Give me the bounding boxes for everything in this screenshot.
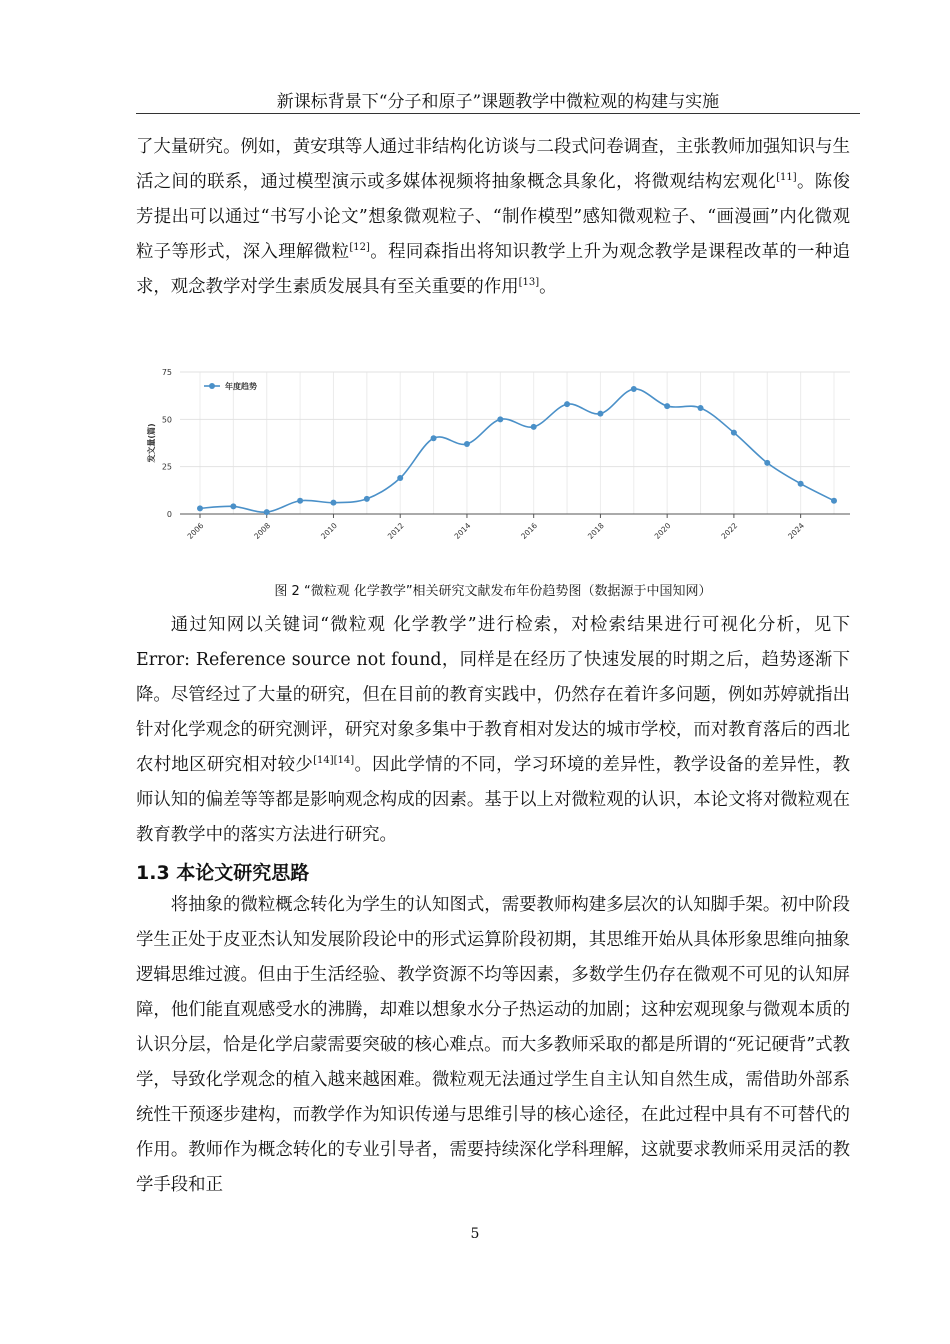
citation: [11] [776,172,797,183]
citation: [13] [518,277,540,288]
data-point [764,460,770,466]
data-point [564,401,570,407]
y-tick-label: 25 [161,462,172,472]
data-point [531,424,537,430]
paragraph-text: 。因此学情的不同，学习环境的差异性，教学设备的差异性，教师认知的偏差等等都是影响观念构成的因素。基于以上对微粒观的认识，本论文将对微粒观在教育教学中的落实方法进行研究。 [136,755,850,845]
x-tick-label: 2024 [786,521,807,541]
paragraph-text: 通过知网以关键词“微粒观 化学教学”进行检索，对检索结果进行可视化分析，见下Error: Reference source not found，同样是在经历了快速发展的时期之后，趋势逐渐下降。尽管经过了大量的研究，但在目前的教育实践中，仍然存在着许多问题，例如苏婷就指出针对化学观念的研究测评，研究对象多集中于教育相对发达的城市学校，而对教育落后的西北农村地区研究相对较少 [136,615,850,775]
paragraph-text: 。 [539,277,557,297]
data-point [364,496,370,502]
paragraph-text: 。程同森指出将知识教学上升为观念教学是课程改革的一种追求，观念教学对学生素质发展具有至关重要的作用 [136,242,850,297]
paragraph-1 [136,130,850,305]
data-point [297,498,303,504]
data-point [497,416,503,422]
x-tick-label: 2016 [519,521,540,541]
data-point [230,503,236,509]
x-tick-label: 2022 [719,521,740,541]
data-point [197,505,203,511]
running-header: 新课标背景下“分子和原子”课题教学中微粒观的构建与实施 [276,92,720,112]
x-tick-label: 2018 [585,521,606,541]
x-tick-label: 2006 [185,521,206,541]
citation: [12] [349,242,370,253]
x-tick-label: 2012 [385,521,406,541]
y-tick-label: 50 [161,415,172,425]
x-tick-label: 2020 [652,521,673,541]
data-point [631,386,637,392]
series-line-年度趋势 [200,389,834,512]
data-point [397,475,403,481]
data-point [698,405,704,411]
data-point [831,498,837,504]
data-point [431,435,437,441]
paragraph-3: 将抽象的微粒概念转化为学生的认知图式，需要教师构建多层次的认知脚手架。初中阶段学生正处于皮亚杰认知发展阶段论中的形式运算阶段初期，其思维开始从具体形象思维向抽象逻辑思维过渡。但由于生活经验、教学资源不均等因素，多数学生仍存在微观不可见的认知屏障，他们能直观感受水的沸腾，却难以想象水分子热运动的加剧；这种宏观现象与微观本质的认识分层，恰是化学启蒙需要突破的核心难点。而大多教师采取的都是所谓的“死记硬背”式教学，导致化学观念的植入越来越困难。微粒观无法通过学生自主认知自然生成，需借助外部系统性干预逐步建构，而教学作为知识传递与思维引导的核心途径，在此过程中具有不可替代的作用。教师作为概念转化的专业引导者，需要持续深化学科理解，这就要求教师采用灵活的教学手段和正 [136,895,850,1195]
data-point [664,403,670,409]
data-point [464,441,470,447]
paragraph-2 [136,608,850,853]
section-heading: 1.3 本论文研究思路 [136,862,310,884]
data-point [597,411,603,417]
legend-swatch-marker [209,383,215,389]
paragraph-text: 了大量研究。例如，黄安琪等人通过非结构化访谈与二段式问卷调查，主张教师加强知识与生活之间的联系，通过模型演示或多媒体视频将抽象概念具象化，将微观结构宏观化 [136,137,850,192]
data-point [731,430,737,436]
y-tick-label: 0 [166,510,172,519]
y-axis-label: 发文量(篇) [147,423,156,463]
data-point [264,509,270,515]
citation: [14][14] [313,755,355,766]
x-tick-label: 2014 [452,521,473,541]
page-number: 5 [470,1226,480,1242]
x-tick-label: 2010 [319,521,339,541]
data-point [798,481,804,487]
data-point [330,500,336,506]
trend-line-chart [136,360,860,570]
header-rule [136,113,860,114]
paragraph-text: 。陈俊芳提出可以通过“书写小论文”想象微观粒子、“制作模型”感知微观粒子、“画漫画”内化微观粒子等形式，深入理解微粒 [136,172,850,262]
y-tick-label: 75 [161,368,172,377]
figure-caption: 图 2 “微粒观 化学教学”相关研究文献发布年份趋势图（数据源于中国知网） [274,584,712,599]
legend-label: 年度趋势 [225,382,257,391]
x-tick-label: 2008 [252,521,273,541]
